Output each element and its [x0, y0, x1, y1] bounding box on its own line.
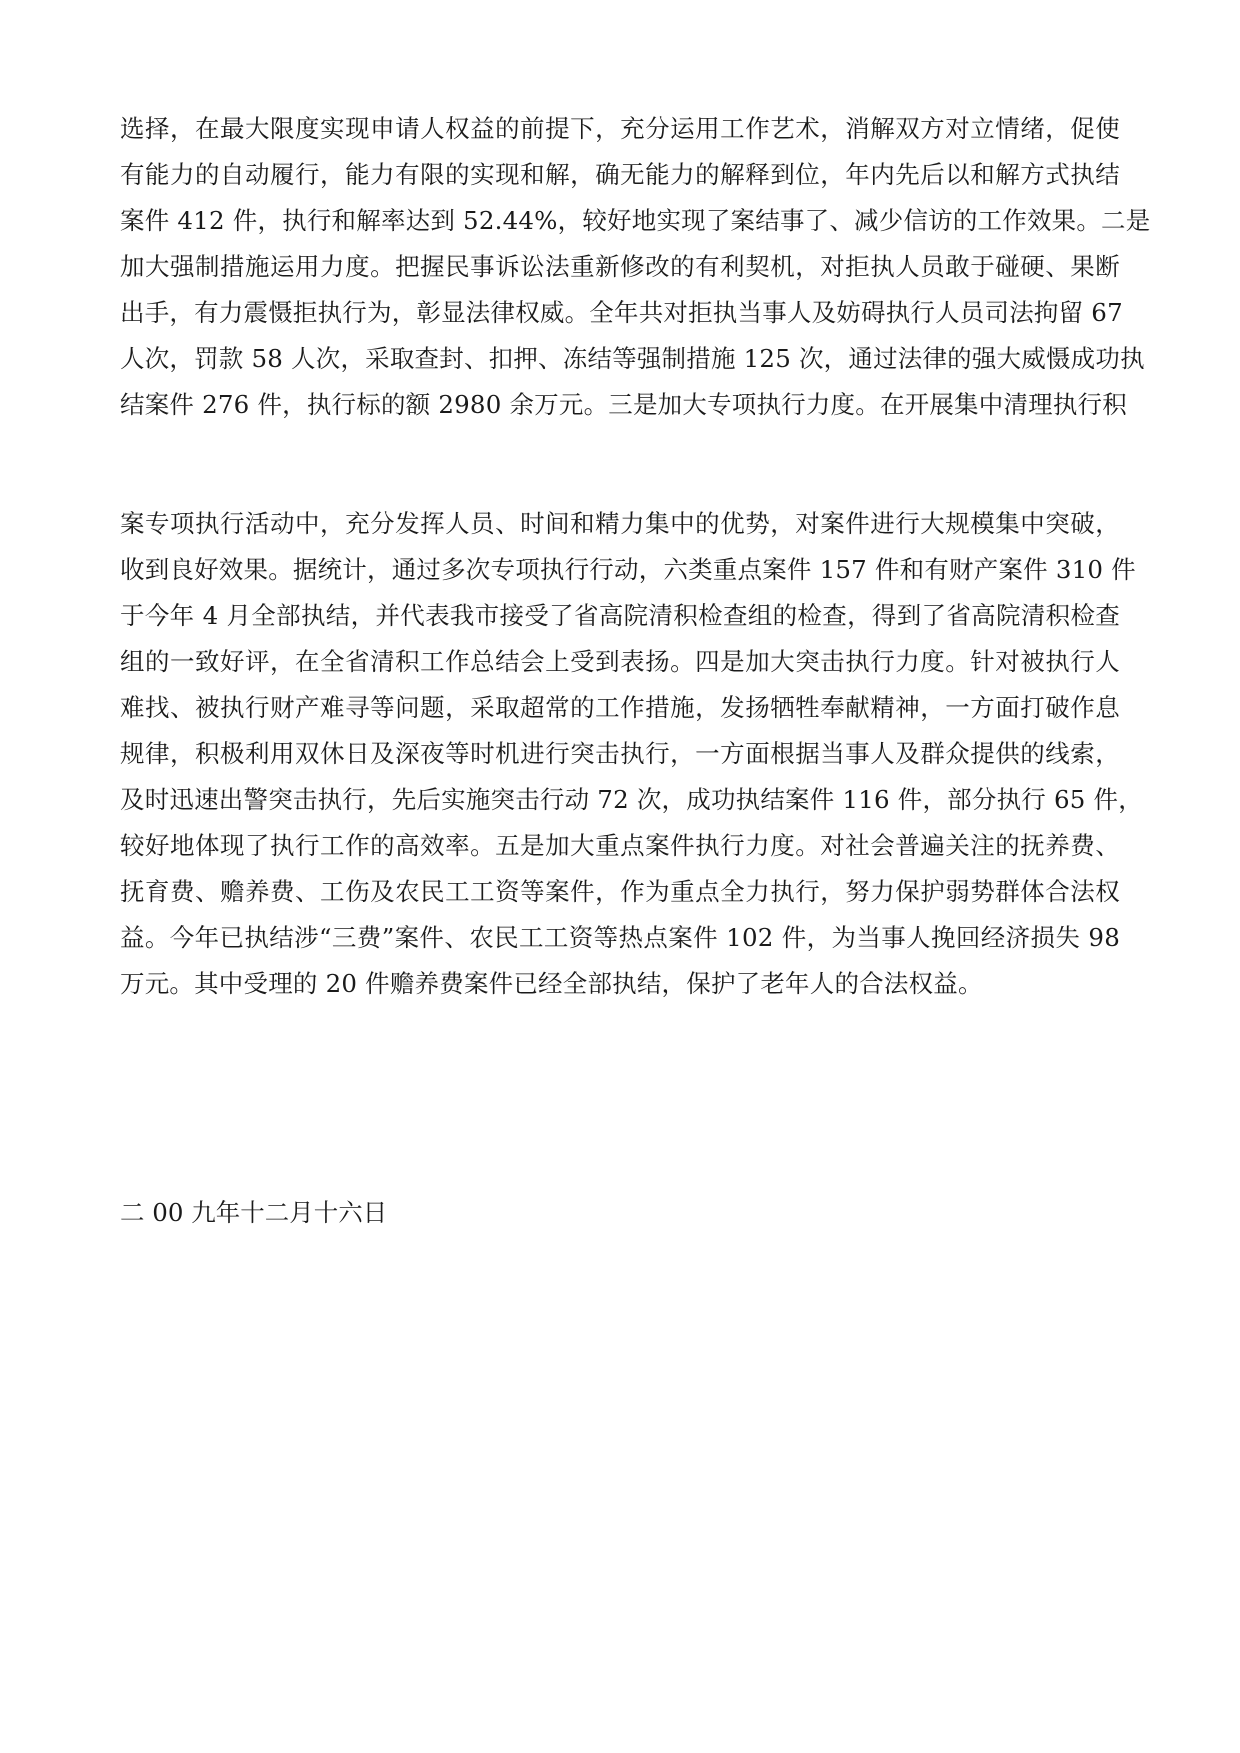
paragraph-2-line: 及时迅速出警突击执行，先后实施突击行动 72 次，成功执结案件 116 件，部分执行 65 件， [120, 785, 1143, 814]
paragraph-1-line: 有能力的自动履行，能力有限的实现和解，确无能力的解释到位，年内先后以和解方式执结 [120, 160, 1120, 189]
paragraph-2-line: 难找、被执行财产难寻等问题，采取超常的工作措施，发扬牺牲奉献精神，一方面打破作息 [120, 693, 1120, 722]
paragraph-2-line: 组的一致好评，在全省清积工作总结会上受到表扬。四是加大突击执行力度。针对被执行人 [120, 647, 1120, 676]
paragraph-2-line: 于今年 4 月全部执结，并代表我市接受了省高院清积检查组的检查，得到了省高院清积检查 [120, 601, 1120, 630]
paragraph-2-line: 益。今年已执结涉“三费”案件、农民工工资等热点案件 102 件，为当事人挽回经济损失 98 [120, 923, 1120, 952]
paragraph-1-line: 加大强制措施运用力度。把握民事诉讼法重新修改的有利契机，对拒执人员敢于碰硬、果断 [120, 252, 1120, 281]
paragraph-2-line: 万元。其中受理的 20 件赡养费案件已经全部执结，保护了老年人的合法权益。 [120, 969, 983, 998]
document-date: 二 00 九年十二月十六日 [120, 1198, 388, 1227]
paragraph-2-line: 案专项执行活动中，充分发挥人员、时间和精力集中的优势，对案件进行大规模集中突破， [120, 509, 1120, 538]
paragraph-1-line: 案件 412 件，执行和解率达到 52.44%，较好地实现了案结事了、减少信访的工作效果。二是 [120, 206, 1151, 235]
paragraph-1-line: 结案件 276 件，执行标的额 2980 余万元。三是加大专项执行力度。在开展集中清理执行积 [120, 390, 1127, 419]
paragraph-1-line: 人次，罚款 58 人次，采取查封、扣押、冻结等强制措施 125 次，通过法律的强大威慑成功执 [120, 344, 1145, 373]
paragraph-2-line: 较好地体现了执行工作的高效率。五是加大重点案件执行力度。对社会普遍关注的抚养费、 [120, 831, 1120, 860]
paragraph-2-line: 收到良好效果。据统计，通过多次专项执行行动，六类重点案件 157 件和有财产案件 310 件 [120, 555, 1136, 584]
paragraph-2-line: 抚育费、赡养费、工伤及农民工工资等案件，作为重点全力执行，努力保护弱势群体合法权 [120, 877, 1120, 906]
paragraph-1-line: 选择，在最大限度实现申请人权益的前提下，充分运用工作艺术，消解双方对立情绪，促使 [120, 114, 1120, 143]
paragraph-2-line: 规律，积极利用双休日及深夜等时机进行突击执行，一方面根据当事人及群众提供的线索， [120, 739, 1120, 768]
paragraph-1-line: 出手，有力震慑拒执行为，彰显法律权威。全年共对拒执当事人及妨碍执行人员司法拘留 67 [120, 298, 1123, 327]
